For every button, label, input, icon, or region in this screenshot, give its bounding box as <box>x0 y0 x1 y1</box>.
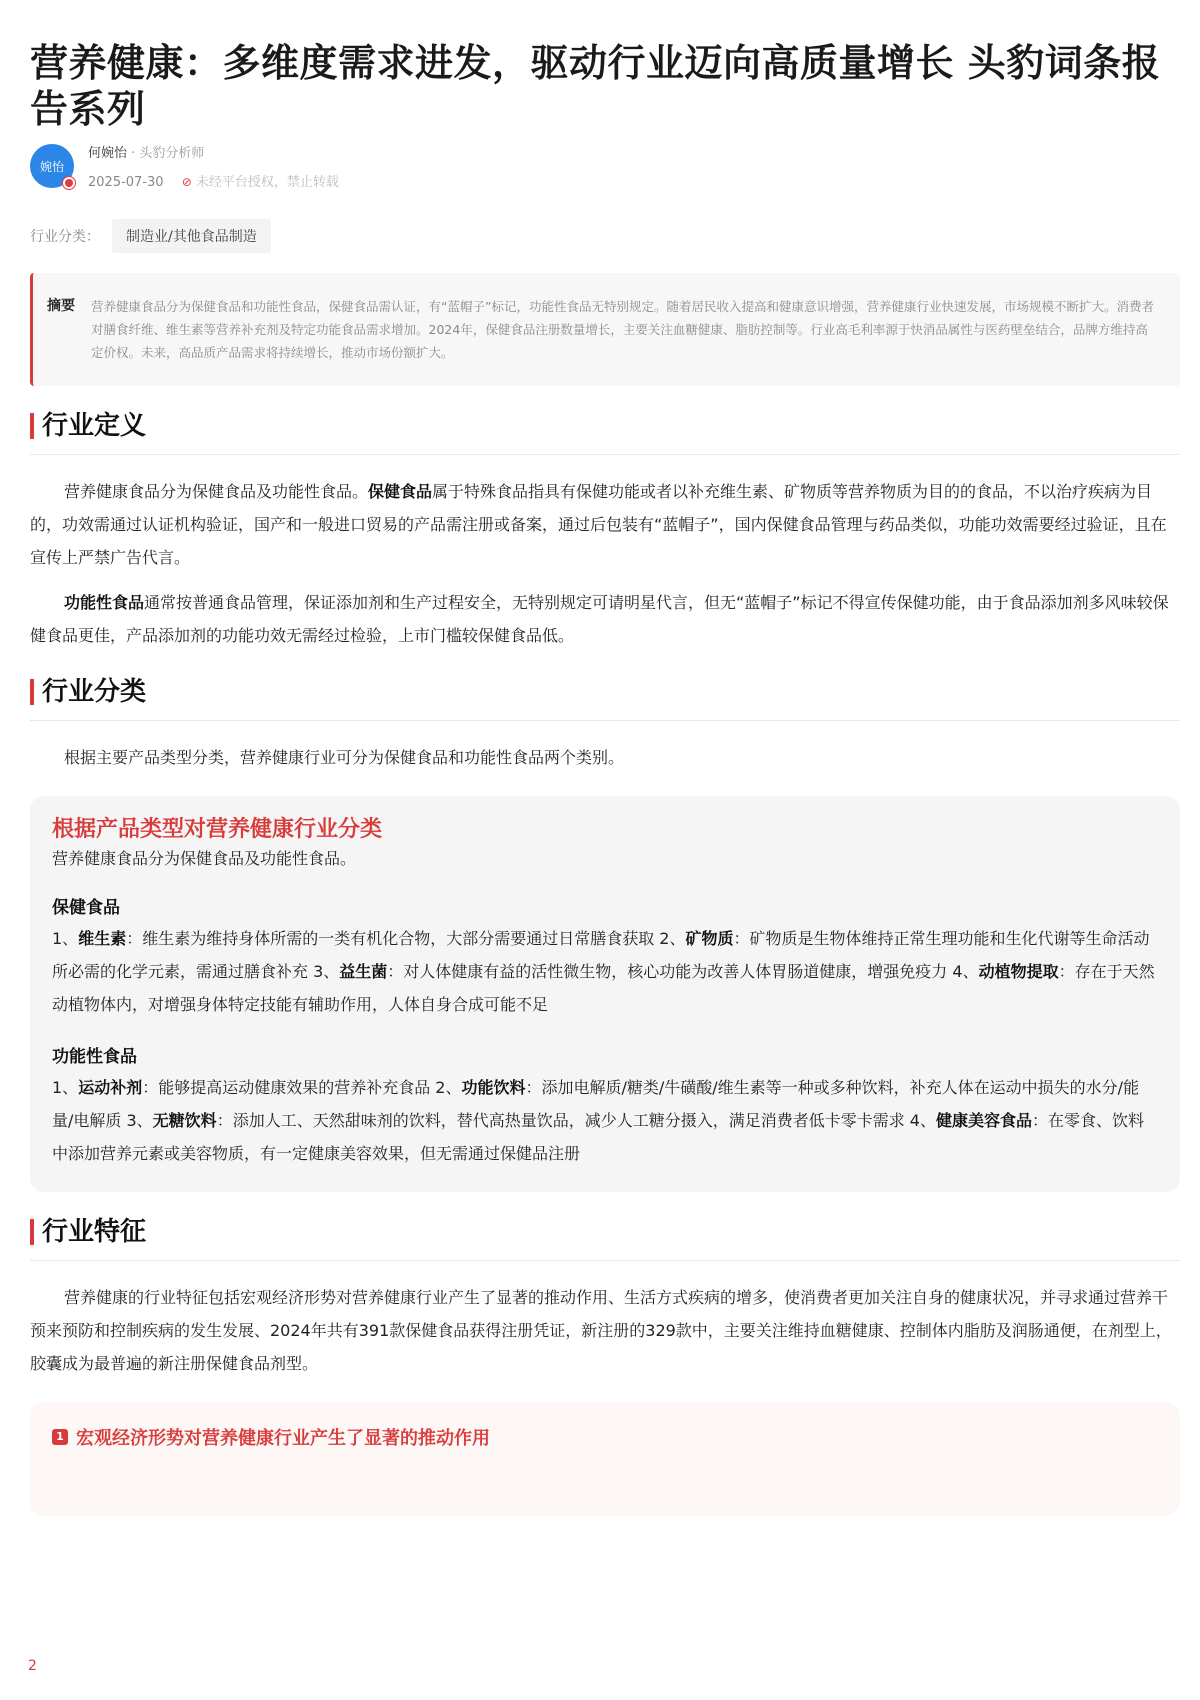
definition-paragraph-1: 营养健康食品分为保健食品及功能性食品。保健食品属于特殊食品指具有保健功能或者以补充维生素、矿物质等营养物质为目的的食品，不以治疗疾病为目的，功效需通过认证机构验证，国产和一般进口贸易的产品需注册或备案，通过后包装有“蓝帽子”，国内保健食品管理与药品类似，功能功效需要经过验证，且在宣传上严禁广告代言。 <box>30 482 1167 567</box>
list-item: 3、益生菌：对人体健康有益的活性微生物，核心功能为改善人体胃肠道健康，增强免疫力 <box>313 962 953 981</box>
section-marker <box>30 413 34 439</box>
publish-date: 2025-07-30 <box>88 175 164 190</box>
copyright-text: 未经平台授权，禁止转载 <box>195 175 339 190</box>
classification-intro: 根据主要产品类型分类，营养健康行业可分为保健食品和功能性食品两个类别。 <box>64 748 625 767</box>
card-subtitle: 营养健康食品分为保健食品及功能性食品。 <box>52 849 357 868</box>
verified-badge-icon <box>62 176 76 190</box>
card-title: 根据产品类型对营养健康行业分类 <box>52 817 383 842</box>
feature-card-title <box>52 1424 1158 1450</box>
page-number: 2 <box>28 1658 37 1674</box>
author-name[interactable]: 何婉怡 <box>88 146 128 161</box>
section-title: 行业定义 <box>42 411 147 441</box>
copyright-notice <box>182 175 339 190</box>
feature-card-1 <box>30 1402 1180 1516</box>
group-title-health-food: 保健食品 <box>52 898 120 918</box>
list-item: 1、维生素：维生素为维持身体所需的一类有机化合物，大部分需要通过日常膳食获取 <box>52 929 660 948</box>
features-paragraph: 营养健康的行业特征包括宏观经济形势对营养健康行业产生了显著的推动作用、生活方式疾病的增多，使消费者更加关注自身的健康状况，并寻求通过营养干预来预防和控制疾病的发生发展、2024年共有391款保健食品获得注册凭证，新注册的329款中，主要关注维持血糖健康、控制体内脂肪及润肠通便，在剂型上，胶囊成为最普遍的新注册保健食品剂型。 <box>30 1288 1172 1373</box>
category-label: 行业分类： <box>30 229 100 245</box>
feature-title-text: 宏观经济形势对营养健康行业产生了显著的推动作用 <box>76 1428 490 1449</box>
avatar[interactable] <box>30 144 74 188</box>
author-role: · 头豹分析师 <box>131 146 205 161</box>
abstract-label: 摘要 <box>47 298 75 314</box>
industry-category <box>30 219 1180 253</box>
section-heading-definition <box>30 408 1180 455</box>
forbidden-icon: ⊘ <box>181 175 192 189</box>
list-item: 4、动植物提取：存在于天然动植物体内，对增强身体特定技能有辅助作用，人体自身合成可能不足 <box>52 962 1155 1014</box>
list-item: 2、矿物质：矿物质是生物体维持正常生理功能和生化代谢等生命活动所必需的化学元素，需通过膳食补充 <box>52 929 1150 981</box>
group-items-functional-food <box>52 1071 1158 1170</box>
category-tag[interactable]: 制造业/其他食品制造 <box>112 219 271 253</box>
page-title: 营养健康：多维度需求进发，驱动行业迈向高质量增长 头豹词条报告系列 <box>30 41 1161 131</box>
group-items-health-food <box>52 922 1158 1021</box>
number-badge: 1 <box>52 1429 68 1445</box>
abstract-box <box>30 273 1180 386</box>
section-heading-classification <box>30 674 1180 721</box>
list-item: 1、运动补剂：能够提高运动健康效果的营养补充食品 <box>52 1078 436 1097</box>
section-title: 行业特征 <box>42 1217 147 1247</box>
author-info <box>88 140 339 197</box>
author-block <box>30 140 1180 197</box>
section-title: 行业分类 <box>42 677 147 707</box>
section-heading-features <box>30 1214 1180 1261</box>
group-title-functional-food: 功能性食品 <box>52 1047 137 1067</box>
list-item: 3、无糖饮料：添加人工、天然甜味剂的饮料，替代高热量饮品，减少人工糖分摄入，满足消费者低卡零卡需求 <box>126 1111 910 1130</box>
report-page <box>30 40 1180 1516</box>
section-marker <box>30 679 34 705</box>
list-item: 2、功能饮料：添加电解质/糖类/牛磺酸/维生素等一种或多种饮料，补充人体在运动中损失的水分/能量/电解质 <box>52 1078 1140 1130</box>
section-marker <box>30 1219 34 1245</box>
definition-paragraph-2: 功能性食品通常按普通食品管理，保证添加剂和生产过程安全，无特别规定可请明星代言，但无“蓝帽子”标记不得宣传保健功能，由于食品添加剂多风味较保健食品更佳，产品添加剂的功能功效无需经过检验，上市门槛较保健食品低。 <box>30 593 1169 645</box>
avatar-text: 婉怡 <box>39 159 64 174</box>
classification-card <box>30 796 1180 1192</box>
list-item: 4、健康美容食品：在零食、饮料中添加营养元素或美容物质，有一定健康美容效果，但无需通过保健品注册 <box>52 1111 1144 1163</box>
abstract-text: 营养健康食品分为保健食品和功能性食品，保健食品需认证，有“蓝帽子”标记，功能性食品无特别规定。随着居民收入提高和健康意识增强，营养健康行业快速发展，市场规模不断扩大。消费者对膳食纤维、维生素等营养补充剂及特定功能食品需求增加。2024年，保健食品注册数量增长，主要关注血糖健康、脂肪控制等。行业高毛利率源于快消品属性与医药壁垒结合，品牌方维持高定价权。未来，高品质产品需求将持续增长，推动市场份额扩大。 <box>91 299 1154 360</box>
